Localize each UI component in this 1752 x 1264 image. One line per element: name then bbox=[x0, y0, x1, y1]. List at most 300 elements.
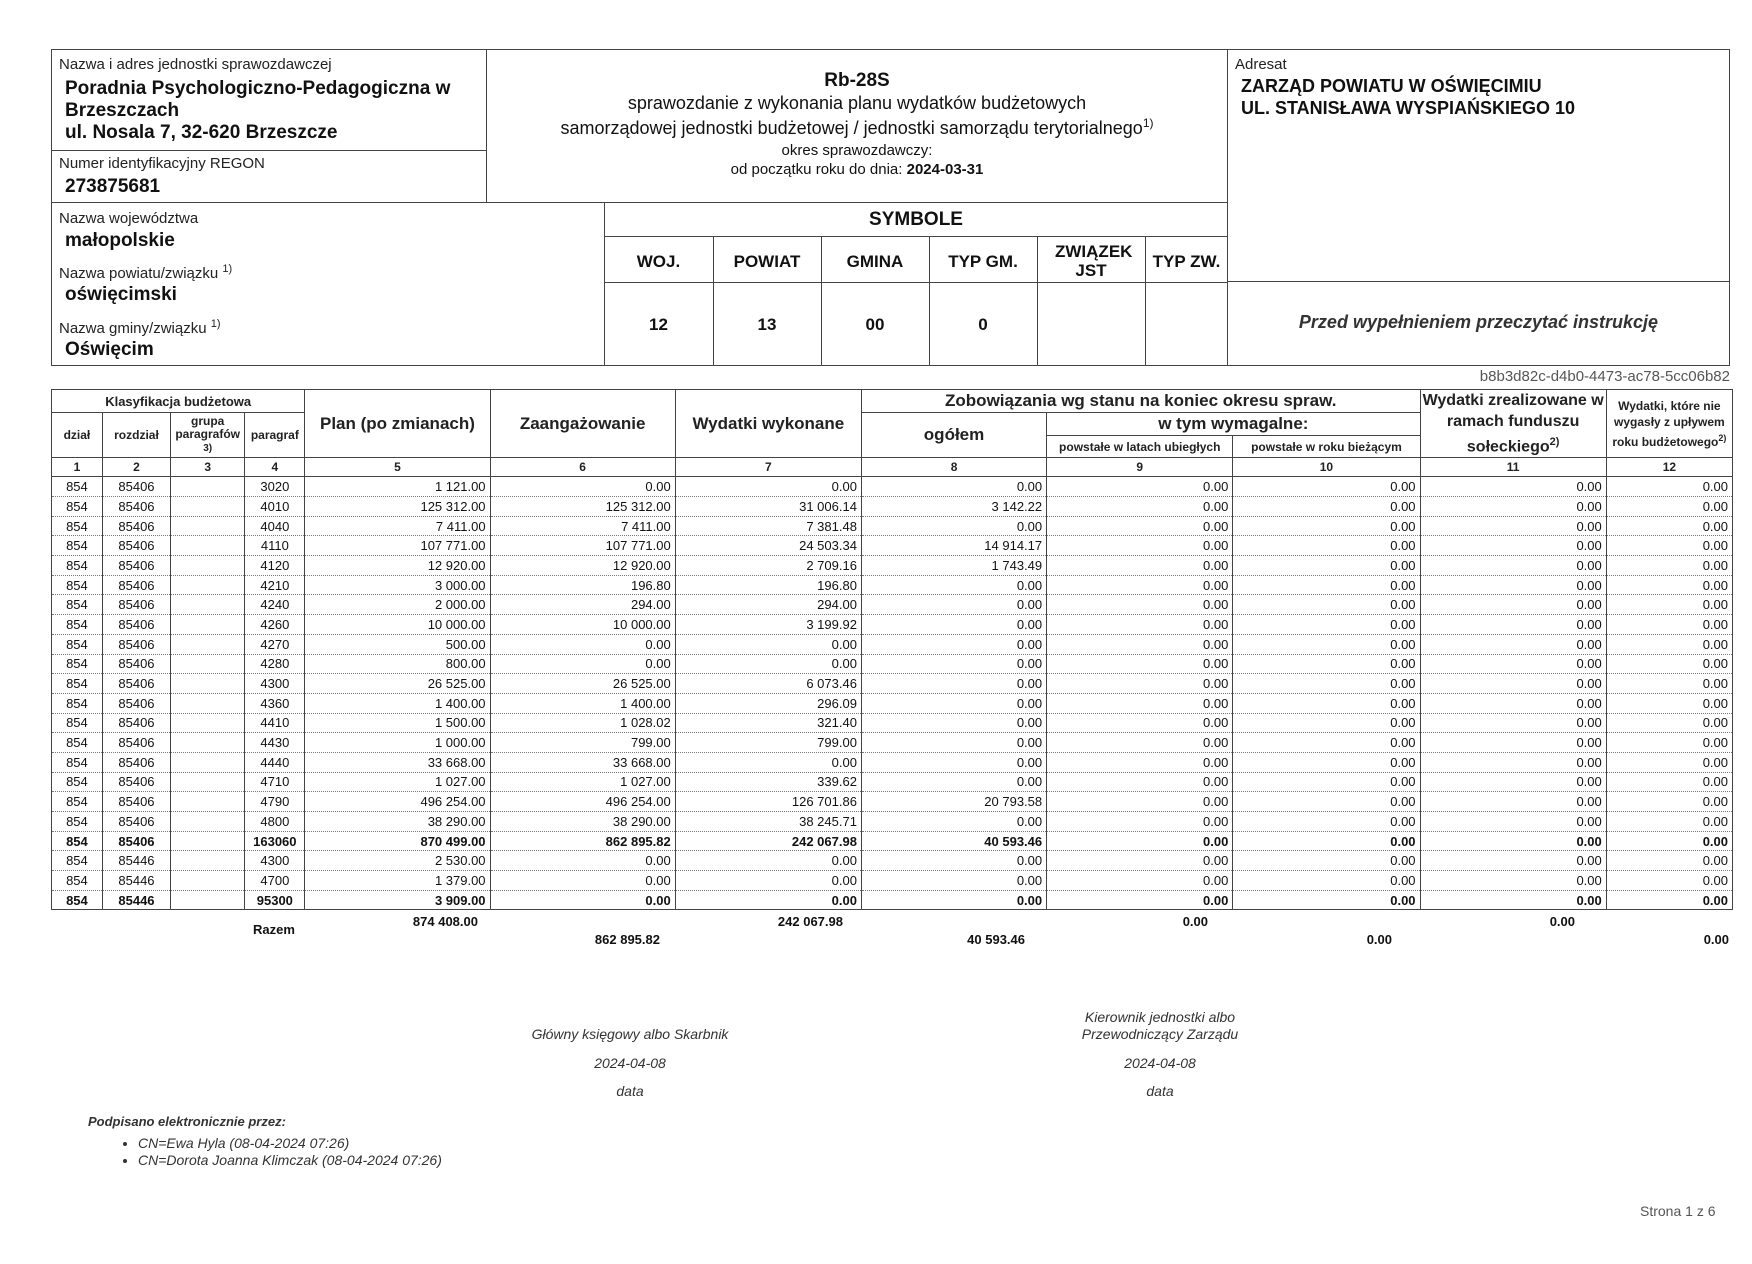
table-cell: 0.00 bbox=[1420, 615, 1606, 635]
table-row bbox=[52, 713, 1733, 733]
table-cell bbox=[171, 871, 245, 891]
table-cell: 0.00 bbox=[1606, 497, 1732, 517]
table-cell: 0.00 bbox=[1233, 516, 1420, 536]
table-cell: 0.00 bbox=[1606, 674, 1732, 694]
table-cell: 0.00 bbox=[1233, 812, 1420, 832]
budget-table-body bbox=[52, 477, 1733, 910]
table-cell: 0.00 bbox=[861, 871, 1046, 891]
table-cell: 85446 bbox=[102, 890, 170, 910]
table-cell: 4430 bbox=[245, 733, 305, 753]
table-cell: 0.00 bbox=[1233, 654, 1420, 674]
table-cell: 0.00 bbox=[1047, 733, 1233, 753]
total-biezacy: 0.00 bbox=[1366, 932, 1392, 947]
table-row bbox=[52, 890, 1733, 910]
table-cell: 0.00 bbox=[1420, 634, 1606, 654]
form-title-line1: sprawozdanie z wykonania planu wydatków budżetowych bbox=[627, 93, 1087, 113]
table-cell: 1 121.00 bbox=[305, 477, 490, 497]
addressee-label: Adresat bbox=[1235, 56, 1287, 73]
table-cell: 1 400.00 bbox=[305, 693, 490, 713]
table-cell bbox=[171, 536, 245, 556]
table-cell: 24 503.34 bbox=[675, 536, 861, 556]
table-cell: 0.00 bbox=[1233, 792, 1420, 812]
table-cell: 854 bbox=[52, 851, 103, 871]
table-cell: 85406 bbox=[102, 792, 170, 812]
table-cell: 85406 bbox=[102, 812, 170, 832]
table-cell: 0.00 bbox=[1420, 536, 1606, 556]
signed-label: Podpisano elektronicznie przez: bbox=[88, 1114, 286, 1129]
table-cell: 4260 bbox=[245, 615, 305, 635]
column-number: 9 bbox=[1047, 458, 1233, 477]
table-row bbox=[52, 812, 1733, 832]
table-cell: 38 290.00 bbox=[490, 812, 675, 832]
table-cell: 0.00 bbox=[861, 713, 1046, 733]
table-cell: 0.00 bbox=[1420, 713, 1606, 733]
table-cell: 854 bbox=[52, 575, 103, 595]
total-plan: 874 408.00 bbox=[412, 914, 478, 929]
table-cell: 496 254.00 bbox=[490, 792, 675, 812]
table-cell: 0.00 bbox=[1233, 634, 1420, 654]
table-cell: 7 411.00 bbox=[305, 516, 490, 536]
table-cell: 85406 bbox=[102, 556, 170, 576]
table-cell: 85406 bbox=[102, 654, 170, 674]
column-number: 8 bbox=[861, 458, 1046, 477]
table-cell: 0.00 bbox=[490, 890, 675, 910]
table-cell: 0.00 bbox=[861, 615, 1046, 635]
table-cell: 0.00 bbox=[1420, 693, 1606, 713]
table-cell: 4110 bbox=[245, 536, 305, 556]
table-cell: 0.00 bbox=[1233, 733, 1420, 753]
total-ubiegle: 0.00 bbox=[1182, 914, 1208, 929]
table-cell: 4120 bbox=[245, 556, 305, 576]
table-cell: 0.00 bbox=[1047, 871, 1233, 891]
th-solecki-text: Wydatki zrealizowane w ramach funduszu sołeckiego bbox=[1422, 392, 1604, 456]
table-cell: 125 312.00 bbox=[490, 497, 675, 517]
column-number: 7 bbox=[675, 458, 861, 477]
table-cell: 107 771.00 bbox=[305, 536, 490, 556]
table-cell: 0.00 bbox=[1420, 890, 1606, 910]
table-cell: 126 701.86 bbox=[675, 792, 861, 812]
table-cell: 0.00 bbox=[1606, 752, 1732, 772]
table-cell: 0.00 bbox=[1233, 831, 1420, 851]
table-cell bbox=[171, 772, 245, 792]
unit-address: ul. Nosala 7, 32-620 Brzeszcze bbox=[65, 122, 338, 143]
table-cell: 0.00 bbox=[1420, 772, 1606, 792]
table-cell: 0.00 bbox=[1606, 851, 1732, 871]
symbol-head: WOJ. bbox=[636, 252, 681, 271]
table-cell: 296.09 bbox=[675, 693, 861, 713]
head-date-label: data bbox=[1146, 1083, 1174, 1099]
total-niewygasle: 0.00 bbox=[1703, 932, 1729, 947]
table-cell: 0.00 bbox=[1233, 674, 1420, 694]
column-number: 6 bbox=[490, 458, 675, 477]
county-label-text: Nazwa powiatu/związku bbox=[59, 265, 219, 282]
head-date: 2024-04-08 bbox=[1124, 1055, 1196, 1071]
table-cell: 0.00 bbox=[1606, 516, 1732, 536]
th-grupa-footnote: 3) bbox=[203, 443, 213, 455]
table-cell: 500.00 bbox=[305, 634, 490, 654]
table-cell: 0.00 bbox=[861, 654, 1046, 674]
table-cell: 0.00 bbox=[1233, 497, 1420, 517]
table-cell: 4210 bbox=[245, 575, 305, 595]
table-cell: 20 793.58 bbox=[861, 792, 1046, 812]
table-cell: 10 000.00 bbox=[490, 615, 675, 635]
period-line bbox=[486, 161, 1228, 178]
table-cell: 0.00 bbox=[861, 733, 1046, 753]
table-cell: 862 895.82 bbox=[490, 831, 675, 851]
table-cell bbox=[171, 792, 245, 812]
table-cell: 0.00 bbox=[861, 674, 1046, 694]
unit-label: Nazwa i adres jednostki sprawozdawczej bbox=[59, 56, 332, 73]
table-cell: 85406 bbox=[102, 497, 170, 517]
table-cell: 0.00 bbox=[1420, 575, 1606, 595]
table-row bbox=[52, 792, 1733, 812]
table-row bbox=[52, 497, 1733, 517]
table-cell: 0.00 bbox=[1420, 595, 1606, 615]
table-row bbox=[52, 595, 1733, 615]
table-cell: 40 593.46 bbox=[861, 831, 1046, 851]
table-cell: 163060 bbox=[245, 831, 305, 851]
table-cell: 854 bbox=[52, 693, 103, 713]
addressee-line2: UL. STANISŁAWA WYSPIAŃSKIEGO 10 bbox=[1241, 98, 1576, 118]
table-cell: 854 bbox=[52, 595, 103, 615]
table-cell: 0.00 bbox=[490, 851, 675, 871]
table-cell: 854 bbox=[52, 634, 103, 654]
th-solecki-footnote: 2) bbox=[1549, 436, 1560, 448]
symbol-head: GMINA bbox=[846, 252, 904, 271]
table-cell: 854 bbox=[52, 713, 103, 733]
table-cell: 0.00 bbox=[490, 477, 675, 497]
table-cell bbox=[171, 752, 245, 772]
table-cell: 196.80 bbox=[490, 575, 675, 595]
table-cell: 85406 bbox=[102, 752, 170, 772]
table-cell: 0.00 bbox=[675, 477, 861, 497]
column-number: 1 bbox=[52, 458, 103, 477]
table-cell: 0.00 bbox=[861, 772, 1046, 792]
table-cell: 854 bbox=[52, 831, 103, 851]
table-row bbox=[52, 536, 1733, 556]
table-cell: 0.00 bbox=[1606, 871, 1732, 891]
table-cell: 12 920.00 bbox=[305, 556, 490, 576]
table-cell: 0.00 bbox=[861, 752, 1046, 772]
table-cell: 799.00 bbox=[490, 733, 675, 753]
accountant-date-label: data bbox=[616, 1083, 644, 1099]
table-cell: 0.00 bbox=[1420, 516, 1606, 536]
table-cell: 4790 bbox=[245, 792, 305, 812]
table-cell: 0.00 bbox=[1420, 851, 1606, 871]
table-cell bbox=[171, 516, 245, 536]
table-row bbox=[52, 871, 1733, 891]
table-cell: 0.00 bbox=[1606, 477, 1732, 497]
table-cell: 854 bbox=[52, 654, 103, 674]
signer-item: • CN=Ewa Hyla (08-04-2024 07:26) bbox=[138, 1135, 442, 1152]
table-row bbox=[52, 674, 1733, 694]
commune-footnote: 1) bbox=[210, 318, 221, 330]
symbol-head: TYP GM. bbox=[948, 252, 1018, 271]
table-cell: 0.00 bbox=[1047, 812, 1233, 832]
th-grupa-text: grupa paragrafów bbox=[175, 414, 241, 442]
table-cell: 0.00 bbox=[1047, 516, 1233, 536]
table-cell: 242 067.98 bbox=[675, 831, 861, 851]
table-cell: 0.00 bbox=[861, 890, 1046, 910]
table-row bbox=[52, 752, 1733, 772]
table-cell: 0.00 bbox=[1420, 674, 1606, 694]
th-niewygasle-footnote: 2) bbox=[1718, 432, 1727, 443]
table-cell: 0.00 bbox=[861, 595, 1046, 615]
table-cell: 0.00 bbox=[1233, 772, 1420, 792]
table-cell: 7 411.00 bbox=[490, 516, 675, 536]
table-cell bbox=[171, 595, 245, 615]
table-row bbox=[52, 654, 1733, 674]
table-row bbox=[52, 477, 1733, 497]
table-cell bbox=[171, 575, 245, 595]
table-cell: 85406 bbox=[102, 634, 170, 654]
table-cell: 85406 bbox=[102, 733, 170, 753]
table-cell: 0.00 bbox=[675, 871, 861, 891]
table-cell: 0.00 bbox=[861, 634, 1046, 654]
column-number: 11 bbox=[1420, 458, 1606, 477]
table-cell: 0.00 bbox=[1047, 693, 1233, 713]
table-cell: 85406 bbox=[102, 595, 170, 615]
table-cell bbox=[171, 831, 245, 851]
table-cell bbox=[171, 556, 245, 576]
symbol-value: 00 bbox=[865, 315, 885, 334]
table-cell: 3 199.92 bbox=[675, 615, 861, 635]
table-cell: 0.00 bbox=[1047, 713, 1233, 733]
column-number: 10 bbox=[1233, 458, 1420, 477]
table-cell: 800.00 bbox=[305, 654, 490, 674]
table-cell: 0.00 bbox=[1606, 536, 1732, 556]
table-cell: 0.00 bbox=[490, 871, 675, 891]
budget-table bbox=[51, 389, 1733, 910]
accountant-title: Główny księgowy albo Skarbnik bbox=[531, 1026, 729, 1042]
table-cell: 854 bbox=[52, 752, 103, 772]
accountant-date: 2024-04-08 bbox=[594, 1055, 666, 1071]
table-cell: 854 bbox=[52, 772, 103, 792]
table-cell: 0.00 bbox=[490, 654, 675, 674]
table-cell: 0.00 bbox=[1047, 615, 1233, 635]
table-cell: 1 027.00 bbox=[305, 772, 490, 792]
table-cell: 0.00 bbox=[861, 693, 1046, 713]
table-cell: 85406 bbox=[102, 713, 170, 733]
th-wydatki: Wydatki wykonane bbox=[675, 390, 861, 458]
table-cell: 854 bbox=[52, 536, 103, 556]
table-cell: 0.00 bbox=[1047, 575, 1233, 595]
table-cell bbox=[171, 851, 245, 871]
table-cell: 2 530.00 bbox=[305, 851, 490, 871]
unit-name-line1: Poradnia Psychologiczno-Pedagogiczna w bbox=[65, 78, 451, 99]
table-cell: 0.00 bbox=[1233, 752, 1420, 772]
table-cell: 10 000.00 bbox=[305, 615, 490, 635]
table-cell: 4700 bbox=[245, 871, 305, 891]
table-cell: 4410 bbox=[245, 713, 305, 733]
th-solecki bbox=[1420, 390, 1606, 458]
table-cell: 0.00 bbox=[1420, 792, 1606, 812]
table-cell: 0.00 bbox=[1233, 871, 1420, 891]
table-cell: 4270 bbox=[245, 634, 305, 654]
table-cell bbox=[171, 497, 245, 517]
table-cell: 0.00 bbox=[1420, 556, 1606, 576]
table-cell bbox=[171, 477, 245, 497]
table-cell: 0.00 bbox=[861, 516, 1046, 536]
table-cell: 33 668.00 bbox=[490, 752, 675, 772]
table-cell: 0.00 bbox=[1233, 693, 1420, 713]
table-cell: 854 bbox=[52, 477, 103, 497]
table-row bbox=[52, 772, 1733, 792]
table-cell: 1 400.00 bbox=[490, 693, 675, 713]
regon-value: 273875681 bbox=[65, 176, 161, 197]
table-cell: 854 bbox=[52, 615, 103, 635]
table-cell: 0.00 bbox=[1420, 871, 1606, 891]
table-cell: 6 073.46 bbox=[675, 674, 861, 694]
table-row bbox=[52, 516, 1733, 536]
table-cell: 4040 bbox=[245, 516, 305, 536]
table-cell: 85446 bbox=[102, 871, 170, 891]
column-number: 12 bbox=[1606, 458, 1732, 477]
head-title-line2: Przewodniczący Zarządu bbox=[1081, 1026, 1239, 1042]
table-row bbox=[52, 831, 1733, 851]
table-cell: 0.00 bbox=[1047, 831, 1233, 851]
head-title-line1: Kierownik jednostki albo bbox=[1084, 1009, 1236, 1025]
table-cell bbox=[171, 812, 245, 832]
table-cell: 854 bbox=[52, 812, 103, 832]
table-cell: 196.80 bbox=[675, 575, 861, 595]
table-cell: 4300 bbox=[245, 851, 305, 871]
table-cell: 854 bbox=[52, 556, 103, 576]
symbol-head: POWIAT bbox=[733, 252, 801, 271]
table-cell: 294.00 bbox=[490, 595, 675, 615]
table-cell: 31 006.14 bbox=[675, 497, 861, 517]
table-cell: 4300 bbox=[245, 674, 305, 694]
table-cell: 854 bbox=[52, 674, 103, 694]
table-cell: 1 000.00 bbox=[305, 733, 490, 753]
table-row bbox=[52, 851, 1733, 871]
table-row bbox=[52, 693, 1733, 713]
table-row bbox=[52, 733, 1733, 753]
addressee-line1: ZARZĄD POWIATU W OŚWIĘCIMIU bbox=[1241, 76, 1542, 96]
table-cell: 4010 bbox=[245, 497, 305, 517]
th-niewygasle bbox=[1606, 390, 1732, 458]
table-row bbox=[52, 615, 1733, 635]
table-cell: 1 028.02 bbox=[490, 713, 675, 733]
commune-label-text: Nazwa gminy/związku bbox=[59, 320, 207, 337]
table-cell: 85446 bbox=[102, 851, 170, 871]
signers-list bbox=[100, 1135, 442, 1169]
table-cell: 38 290.00 bbox=[305, 812, 490, 832]
instruction-text: Przed wypełnieniem przeczytać instrukcję bbox=[1298, 312, 1659, 332]
table-cell: 0.00 bbox=[1606, 556, 1732, 576]
th-dzial: dział bbox=[52, 413, 103, 458]
table-cell: 26 525.00 bbox=[305, 674, 490, 694]
table-cell bbox=[171, 713, 245, 733]
th-ogolem: ogółem bbox=[861, 413, 1046, 458]
table-cell: 0.00 bbox=[1606, 890, 1732, 910]
table-cell: 0.00 bbox=[1420, 477, 1606, 497]
table-cell: 0.00 bbox=[675, 890, 861, 910]
table-cell: 85406 bbox=[102, 516, 170, 536]
table-cell bbox=[171, 674, 245, 694]
period-date: 2024-03-31 bbox=[906, 161, 984, 178]
table-cell: 0.00 bbox=[1606, 634, 1732, 654]
th-ubiegle: powstałe w latach ubiegłych bbox=[1047, 436, 1233, 458]
table-cell: 0.00 bbox=[1420, 831, 1606, 851]
table-cell bbox=[171, 615, 245, 635]
symbol-value: 12 bbox=[649, 315, 668, 334]
table-cell: 4280 bbox=[245, 654, 305, 674]
table-cell: 85406 bbox=[102, 615, 170, 635]
table-cell: 1 027.00 bbox=[490, 772, 675, 792]
column-number: 2 bbox=[102, 458, 170, 477]
table-cell: 0.00 bbox=[1606, 615, 1732, 635]
table-cell: 0.00 bbox=[1233, 851, 1420, 871]
table-cell: 854 bbox=[52, 792, 103, 812]
table-cell: 0.00 bbox=[1420, 752, 1606, 772]
total-wydatki: 242 067.98 bbox=[777, 914, 843, 929]
table-cell: 0.00 bbox=[1420, 733, 1606, 753]
table-cell: 0.00 bbox=[1047, 890, 1233, 910]
table-cell: 2 000.00 bbox=[305, 595, 490, 615]
table-cell: 0.00 bbox=[1047, 654, 1233, 674]
table-cell: 854 bbox=[52, 871, 103, 891]
page-number: Strona 1 z 6 bbox=[1640, 1203, 1716, 1219]
table-cell: 0.00 bbox=[1233, 615, 1420, 635]
table-cell: 0.00 bbox=[1606, 792, 1732, 812]
table-row bbox=[52, 556, 1733, 576]
table-cell bbox=[171, 693, 245, 713]
regon-label: Numer identyfikacyjny REGON bbox=[59, 155, 265, 172]
table-cell: 0.00 bbox=[1606, 831, 1732, 851]
symbols-title-divider bbox=[604, 236, 1228, 237]
table-cell: 107 771.00 bbox=[490, 536, 675, 556]
table-cell: 870 499.00 bbox=[305, 831, 490, 851]
table-cell: 95300 bbox=[245, 890, 305, 910]
table-cell: 85406 bbox=[102, 536, 170, 556]
table-cell: 0.00 bbox=[1233, 477, 1420, 497]
th-paragraf: paragraf bbox=[245, 413, 305, 458]
table-cell: 0.00 bbox=[1233, 536, 1420, 556]
table-cell: 799.00 bbox=[675, 733, 861, 753]
th-klasyfikacja: Klasyfikacja budżetowa bbox=[52, 390, 305, 413]
unit-name-line2: Brzeszczach bbox=[65, 100, 180, 121]
county-label bbox=[59, 263, 232, 282]
table-cell: 854 bbox=[52, 497, 103, 517]
table-cell: 0.00 bbox=[1420, 654, 1606, 674]
column-number: 5 bbox=[305, 458, 490, 477]
table-cell: 0.00 bbox=[1047, 556, 1233, 576]
table-cell: 3020 bbox=[245, 477, 305, 497]
table-cell: 0.00 bbox=[675, 851, 861, 871]
table-cell: 85406 bbox=[102, 693, 170, 713]
table-cell: 854 bbox=[52, 890, 103, 910]
column-number: 4 bbox=[245, 458, 305, 477]
th-niewygasle-text: Wydatki, które nie wygasły z upływem roku budżetowego bbox=[1612, 398, 1725, 449]
symbol-value: 0 bbox=[978, 315, 988, 334]
table-cell: 0.00 bbox=[1606, 654, 1732, 674]
table-cell: 26 525.00 bbox=[490, 674, 675, 694]
table-cell: 85406 bbox=[102, 477, 170, 497]
table-cell: 496 254.00 bbox=[305, 792, 490, 812]
table-cell: 1 743.49 bbox=[861, 556, 1046, 576]
table-cell: 0.00 bbox=[1047, 634, 1233, 654]
table-cell: 0.00 bbox=[1233, 575, 1420, 595]
period-prefix: od początku roku do dnia: bbox=[730, 161, 903, 178]
table-cell: 0.00 bbox=[1047, 497, 1233, 517]
period-label: okres sprawozdawczy: bbox=[781, 142, 933, 159]
document-id: b8b3d82c-d4b0-4473-ac78-5cc06b82 bbox=[1479, 368, 1730, 385]
table-cell: 294.00 bbox=[675, 595, 861, 615]
table-cell: 0.00 bbox=[490, 634, 675, 654]
form-title-line2 bbox=[486, 116, 1228, 139]
table-cell: 0.00 bbox=[1420, 497, 1606, 517]
